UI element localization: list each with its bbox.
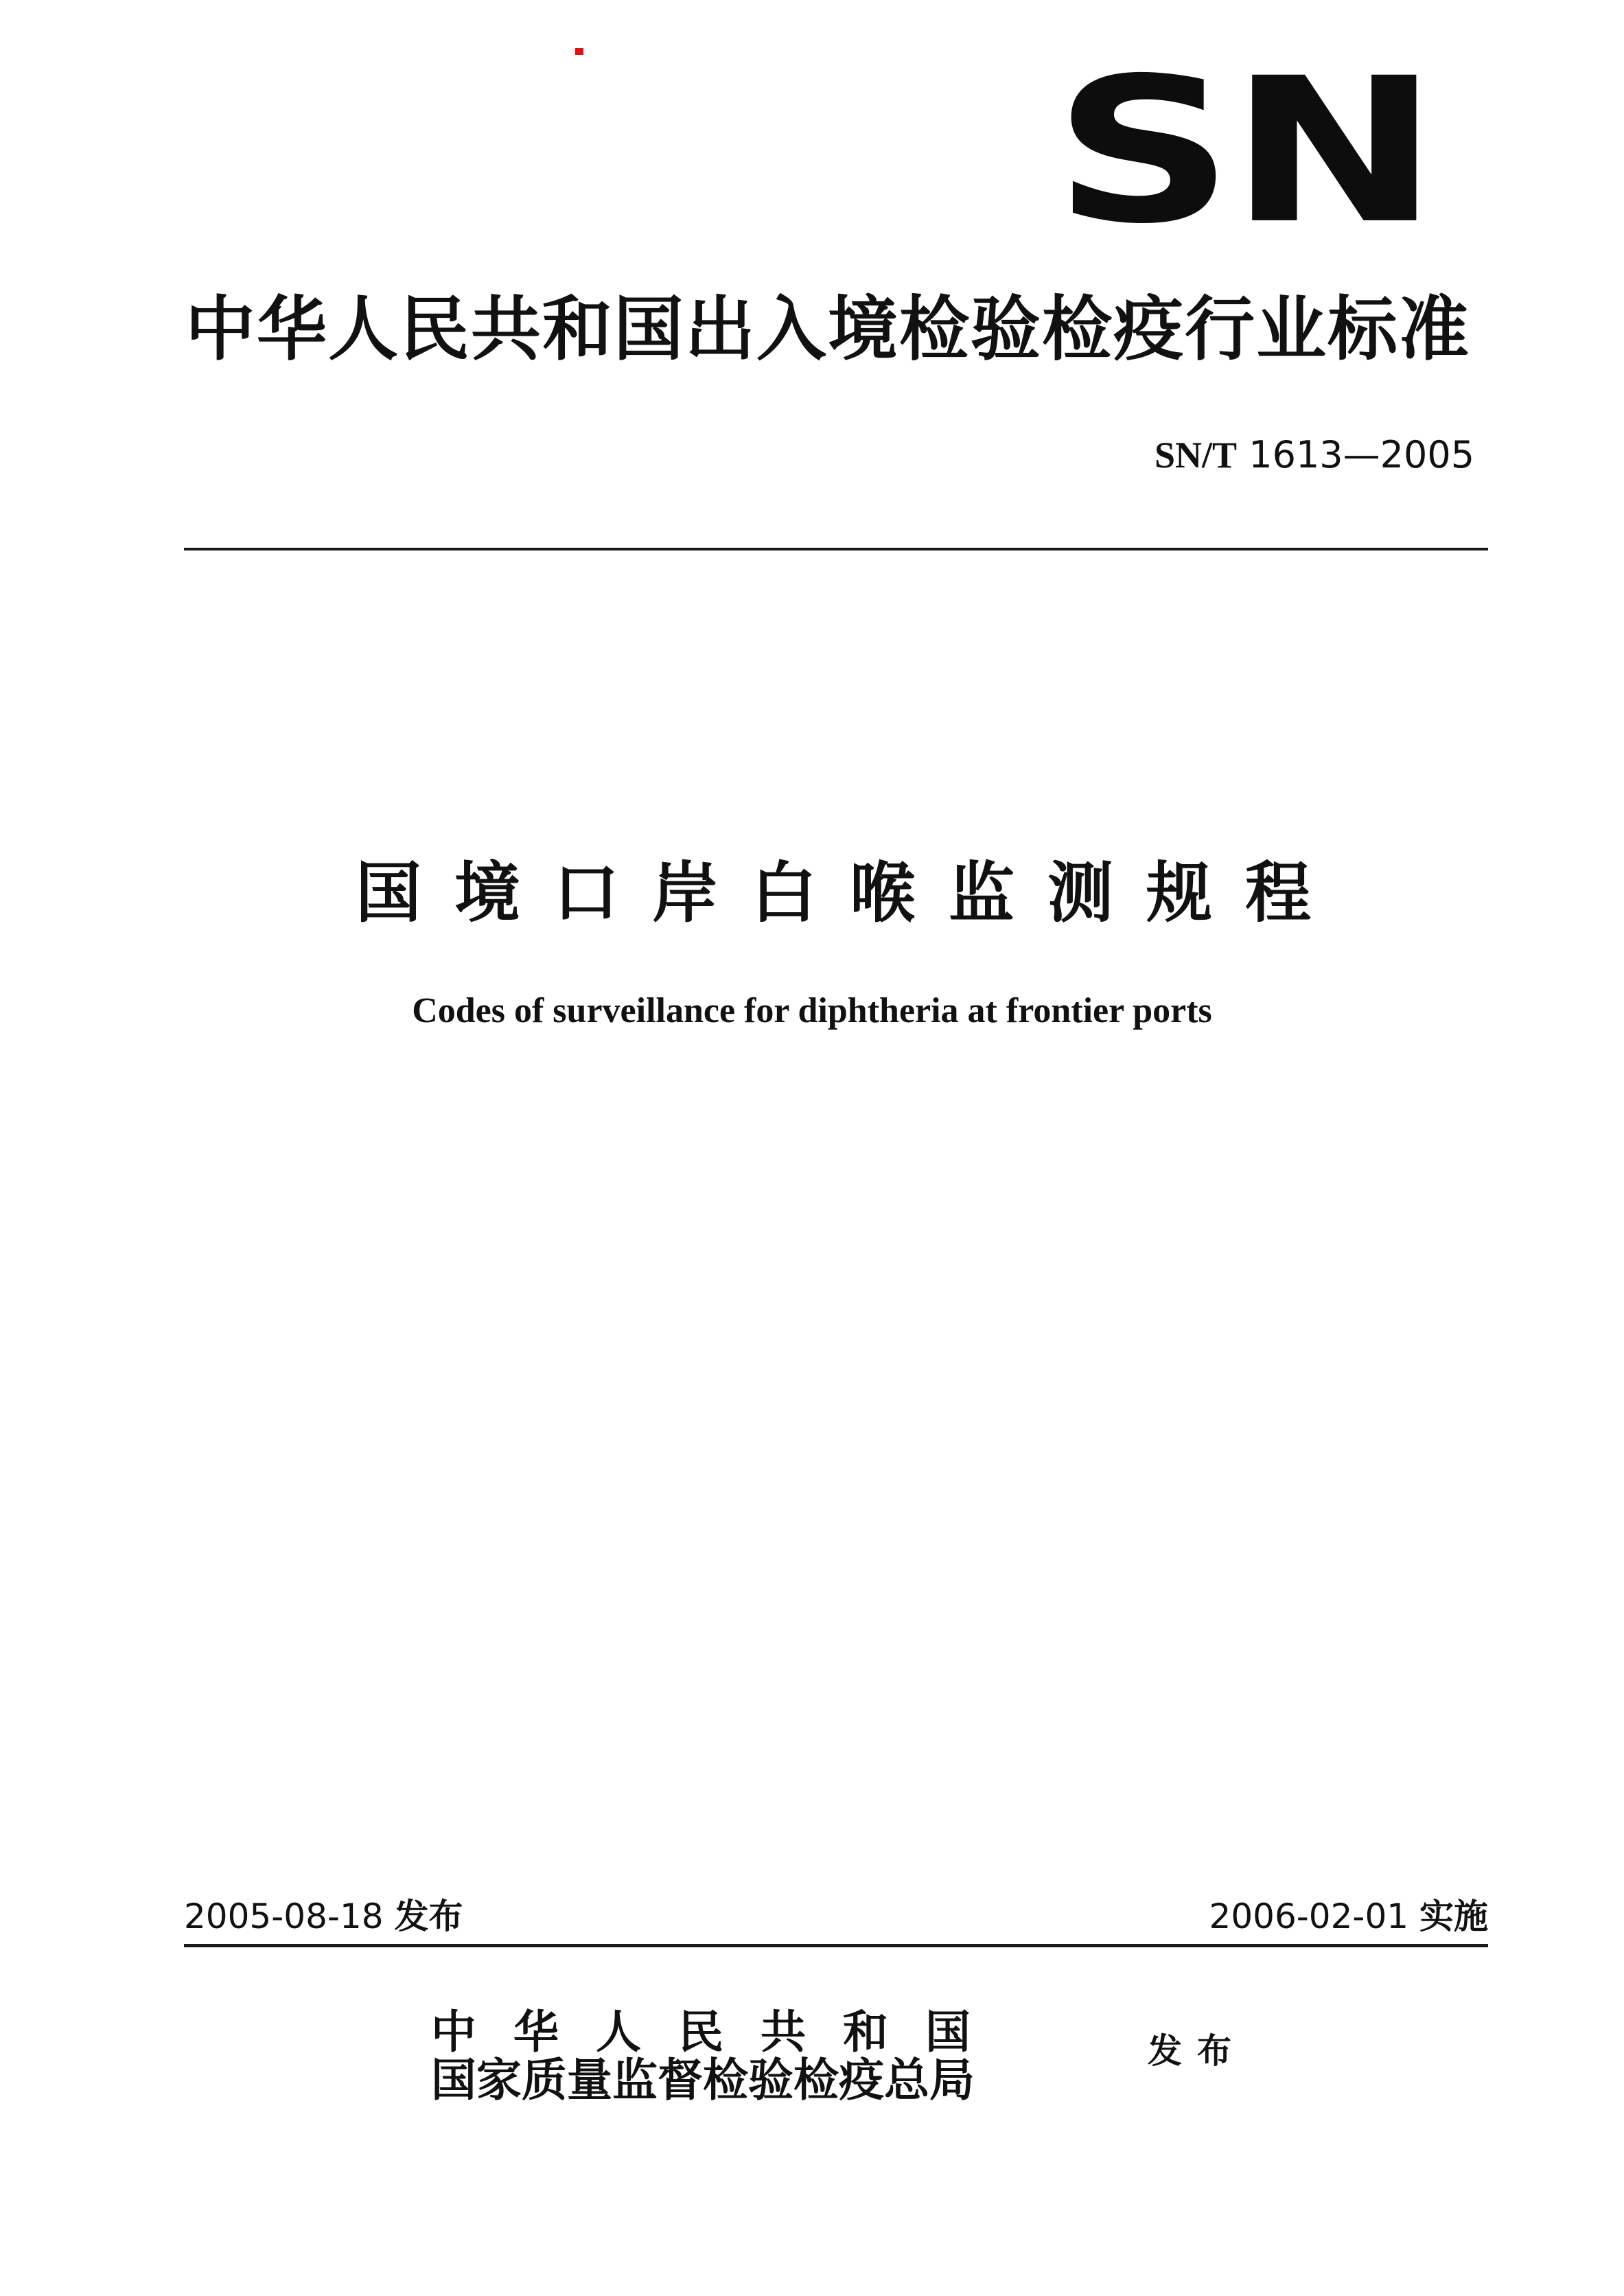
document-title-english: Codes of surveillance for diphtheria at frontier ports <box>412 991 1212 1030</box>
standard-number <box>1155 433 1474 478</box>
issuer-agency: 国家质量监督检验检疫总局 <box>431 2053 975 2107</box>
red-mark <box>575 48 583 55</box>
bottom-divider <box>184 1944 1488 1947</box>
issue-date-label: 发布 <box>394 1897 463 1936</box>
issue-date-value: 2005-08-18 <box>184 1897 384 1936</box>
standard-code: 1613—2005 <box>1249 433 1475 476</box>
implementation-date <box>1209 1896 1488 1937</box>
standard-category-title: 中华人民共和国出入境检验检疫行业标准 <box>185 289 1470 371</box>
implementation-date-value: 2006-02-01 <box>1209 1897 1409 1936</box>
implementation-date-label: 实施 <box>1419 1897 1488 1936</box>
issue-date <box>184 1896 463 1937</box>
top-divider <box>184 548 1488 550</box>
document-title-chinese: 国境口岸白喉监测规程 <box>356 855 1344 931</box>
issuer-country: 中华人民共和国 <box>431 2005 1008 2059</box>
issuer-action-label: 发布 <box>1148 2031 1246 2071</box>
standard-prefix: SN/T <box>1155 434 1238 476</box>
sn-logo: SN <box>1053 35 1435 268</box>
